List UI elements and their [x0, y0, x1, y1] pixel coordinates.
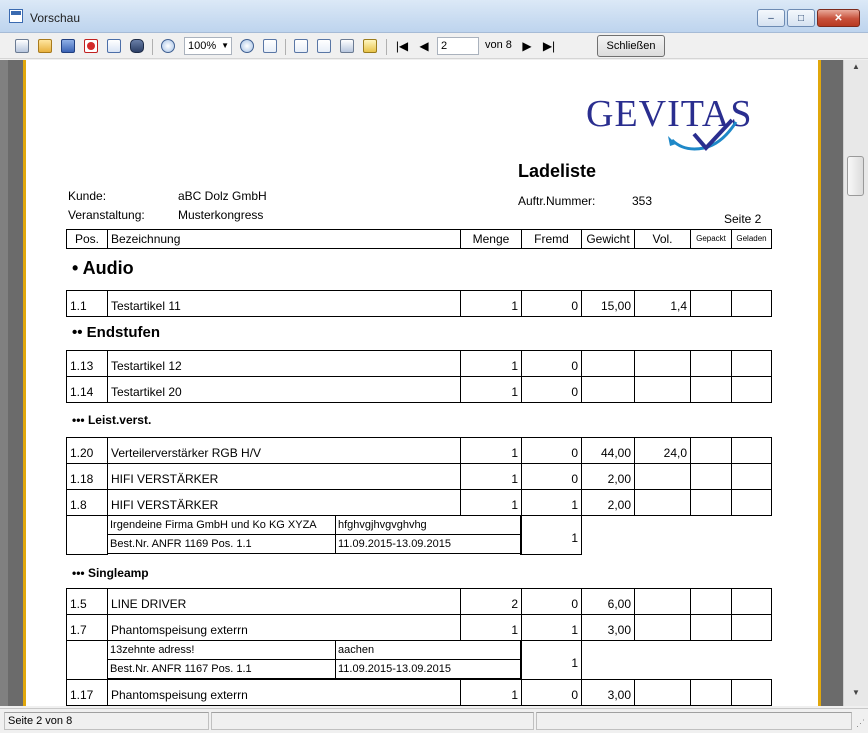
page-setup-button[interactable] [292, 37, 310, 55]
supplier-name: Irgendeine Firma GmbH und Ko KG XYZA [108, 516, 336, 535]
vertical-scrollbar[interactable] [843, 60, 868, 706]
properties-button[interactable] [338, 37, 356, 55]
row-vol [635, 680, 691, 706]
scroll-up-button[interactable] [848, 62, 864, 76]
row-geladen [732, 438, 772, 464]
table-row [67, 291, 772, 317]
table-row [67, 377, 772, 403]
detail-pos-cell [66, 640, 108, 680]
section-heading: ••• Leist.verst. [72, 413, 152, 427]
export-pdf-button[interactable] [82, 37, 100, 55]
item-table [66, 588, 772, 641]
table-row [67, 351, 772, 377]
order-number-label: Auftr.Nummer: [518, 194, 596, 208]
supplier-note: aachen [336, 641, 522, 660]
table-row [67, 589, 772, 615]
toolbar-separator [285, 39, 286, 55]
column-header-table [66, 229, 772, 249]
edit-button[interactable] [361, 37, 379, 55]
row-fremd: 0 [522, 680, 582, 706]
detail-row [108, 535, 522, 554]
row-name: Phantomspeisung exterrn [108, 680, 461, 706]
row-geladen [732, 351, 772, 377]
resize-grip-icon[interactable]: ⋰ [856, 718, 865, 728]
row-gewicht [582, 351, 635, 377]
row-geladen [732, 680, 772, 706]
row-fremd: 0 [522, 291, 582, 317]
order-reference: Best.Nr. ANFR 1169 Pos. 1.1 [108, 535, 336, 554]
minimize-button[interactable] [757, 9, 785, 27]
detail-qty: 1 [520, 640, 582, 680]
detail-row [108, 641, 522, 660]
detail-qty: 1 [520, 515, 582, 555]
section-heading: •• Endstufen [72, 324, 161, 341]
toolbar [0, 33, 868, 59]
page-count-label: von 8 [485, 39, 512, 51]
open-button[interactable] [36, 37, 54, 55]
row-gewicht: 2,00 [582, 490, 635, 516]
row-vol [635, 464, 691, 490]
row-gewicht: 2,00 [582, 464, 635, 490]
supplier-detail [107, 515, 522, 554]
maximize-icon: □ [797, 12, 805, 24]
row-vol [635, 490, 691, 516]
row-vol: 24,0 [635, 438, 691, 464]
first-page-icon: |◀ [395, 39, 409, 53]
window-controls [757, 9, 860, 27]
row-geladen [732, 490, 772, 516]
zoom-out-icon [240, 39, 254, 53]
row-pos: 1.1 [67, 291, 108, 317]
toolbar-separator [386, 39, 387, 55]
previous-page-button[interactable] [415, 37, 433, 55]
row-gepackt [691, 680, 732, 706]
last-page-icon: ▶| [542, 39, 556, 53]
row-menge: 1 [461, 615, 522, 641]
row-fremd: 0 [522, 377, 582, 403]
row-menge: 1 [461, 438, 522, 464]
maximize-button[interactable] [787, 9, 815, 27]
row-gewicht: 44,00 [582, 438, 635, 464]
status-segment [211, 712, 534, 730]
last-page-button[interactable] [540, 37, 558, 55]
detail-row [108, 516, 522, 535]
row-pos: 1.18 [67, 464, 108, 490]
row-vol [635, 589, 691, 615]
order-reference: Best.Nr. ANFR 1167 Pos. 1.1 [108, 660, 336, 679]
row-geladen [732, 464, 772, 490]
row-gepackt [691, 291, 732, 317]
row-menge: 1 [461, 464, 522, 490]
row-fremd: 0 [522, 351, 582, 377]
close-preview-button[interactable]: Schließen [597, 35, 665, 57]
zoom-select[interactable] [184, 37, 232, 55]
row-name: Testartikel 12 [108, 351, 461, 377]
table-row [67, 680, 772, 706]
next-page-button[interactable] [518, 37, 536, 55]
supplier-detail [107, 640, 522, 679]
date-range: 11.09.2015-13.09.2015 [336, 660, 522, 679]
chevron-down-icon: ▼ [221, 41, 229, 50]
app-icon [9, 9, 23, 23]
page-setup-icon [294, 39, 308, 53]
send-email-button[interactable] [105, 37, 123, 55]
row-fremd: 0 [522, 464, 582, 490]
row-name: Verteilerverstärker RGB H/V [108, 438, 461, 464]
row-gewicht [582, 377, 635, 403]
row-name: HIFI VERSTÄRKER [108, 464, 461, 490]
row-gepackt [691, 377, 732, 403]
chevron-up-icon: ▲ [852, 62, 860, 71]
printer-icon [15, 39, 29, 53]
save-button[interactable] [59, 37, 77, 55]
find-button[interactable] [128, 37, 146, 55]
row-menge: 1 [461, 490, 522, 516]
column-header: Gepackt [691, 230, 732, 249]
row-gewicht: 3,00 [582, 615, 635, 641]
scroll-down-button[interactable] [848, 688, 864, 702]
row-name: Phantomspeisung exterrn [108, 615, 461, 641]
customer-value: aBC Dolz GmbH [178, 189, 267, 203]
whole-page-icon [263, 39, 277, 53]
toolbar-separator [152, 39, 153, 55]
page-layout-button[interactable] [315, 37, 333, 55]
email-icon [107, 39, 121, 53]
table-row [67, 438, 772, 464]
item-table [66, 679, 772, 706]
page-label: Seite 2 [724, 212, 762, 226]
pdf-icon [84, 39, 98, 53]
row-pos: 1.7 [67, 615, 108, 641]
column-header: Vol. [635, 230, 691, 249]
zoom-in-button[interactable] [159, 37, 177, 55]
checkmark-icon [666, 118, 740, 154]
whole-page-button[interactable] [261, 37, 279, 55]
row-pos: 1.13 [67, 351, 108, 377]
properties-icon [340, 39, 354, 53]
table-header-row [67, 230, 772, 249]
row-geladen [732, 377, 772, 403]
gevitas-logo [586, 90, 753, 152]
row-gepackt [691, 464, 732, 490]
open-folder-icon [38, 39, 52, 53]
row-gepackt [691, 351, 732, 377]
row-name: HIFI VERSTÄRKER [108, 490, 461, 516]
close-window-button[interactable] [817, 9, 860, 27]
row-geladen [732, 291, 772, 317]
row-vol [635, 615, 691, 641]
date-range: 11.09.2015-13.09.2015 [336, 535, 522, 554]
page-margin-right [818, 60, 843, 706]
row-pos: 1.20 [67, 438, 108, 464]
table-row [67, 615, 772, 641]
column-header: Geladen [732, 230, 772, 249]
next-page-icon: ▶ [522, 39, 532, 53]
row-pos: 1.17 [67, 680, 108, 706]
status-page-info: Seite 2 von 8 [4, 712, 209, 730]
item-table [66, 437, 772, 516]
row-name: Testartikel 11 [108, 291, 461, 317]
zoom-out-button[interactable] [238, 37, 256, 55]
edit-icon [363, 39, 377, 53]
row-fremd: 1 [522, 615, 582, 641]
page-margin-left [8, 60, 26, 706]
row-fremd: 1 [522, 490, 582, 516]
row-name: Testartikel 20 [108, 377, 461, 403]
close-icon: ✕ [834, 12, 843, 24]
event-label: Veranstaltung: [68, 208, 145, 222]
scroll-thumb[interactable] [847, 156, 864, 196]
row-menge: 1 [461, 291, 522, 317]
column-header: Pos. [67, 230, 108, 249]
detail-row [108, 660, 522, 679]
row-pos: 1.14 [67, 377, 108, 403]
row-geladen [732, 615, 772, 641]
table-row [67, 464, 772, 490]
column-header: Gewicht [582, 230, 635, 249]
row-gewicht: 6,00 [582, 589, 635, 615]
row-gewicht: 15,00 [582, 291, 635, 317]
column-header: Bezeichnung [108, 230, 461, 249]
supplier-name: 13zehnte adress! [108, 641, 336, 660]
row-vol [635, 377, 691, 403]
row-vol: 1,4 [635, 291, 691, 317]
window-titlebar [0, 0, 868, 33]
row-menge: 1 [461, 377, 522, 403]
row-gepackt [691, 589, 732, 615]
item-table [66, 350, 772, 403]
chevron-down-icon: ▼ [852, 688, 860, 697]
order-number-value: 353 [632, 194, 653, 208]
customer-label: Kunde: [68, 189, 107, 203]
row-gewicht: 3,00 [582, 680, 635, 706]
row-gepackt [691, 615, 732, 641]
print-button[interactable] [13, 37, 31, 55]
row-pos: 1.5 [67, 589, 108, 615]
section-heading: • Audio [72, 258, 134, 278]
row-vol [635, 351, 691, 377]
page-layout-icon [317, 39, 331, 53]
save-icon [61, 39, 75, 53]
row-menge: 1 [461, 680, 522, 706]
column-header: Menge [461, 230, 522, 249]
document-page [26, 60, 818, 706]
preview-area[interactable] [0, 60, 843, 706]
minimize-icon: ‒ [768, 12, 774, 24]
item-table [66, 290, 772, 317]
row-fremd: 0 [522, 438, 582, 464]
table-row [67, 490, 772, 516]
page-number-input[interactable]: 2 [437, 37, 479, 55]
row-menge: 1 [461, 351, 522, 377]
document-title: Ladeliste [518, 161, 597, 181]
status-bar [0, 708, 868, 733]
first-page-button[interactable] [393, 37, 411, 55]
row-gepackt [691, 490, 732, 516]
column-header: Fremd [522, 230, 582, 249]
detail-pos-cell [66, 515, 108, 555]
window-title: Vorschau [30, 11, 81, 25]
row-pos: 1.8 [67, 490, 108, 516]
event-value: Musterkongress [178, 208, 264, 222]
status-segment [536, 712, 852, 730]
section-heading: ••• Singleamp [72, 566, 149, 580]
supplier-note: hfghvgjhvgvghvhg [336, 516, 522, 535]
logo-wordmark: GEVITAS [586, 93, 753, 135]
row-gepackt [691, 438, 732, 464]
row-menge: 2 [461, 589, 522, 615]
zoom-in-icon [161, 39, 175, 53]
previous-page-icon: ◀ [419, 39, 429, 53]
find-icon [130, 39, 144, 53]
row-name: LINE DRIVER [108, 589, 461, 615]
row-fremd: 0 [522, 589, 582, 615]
row-geladen [732, 589, 772, 615]
zoom-value: 100% [188, 40, 217, 52]
